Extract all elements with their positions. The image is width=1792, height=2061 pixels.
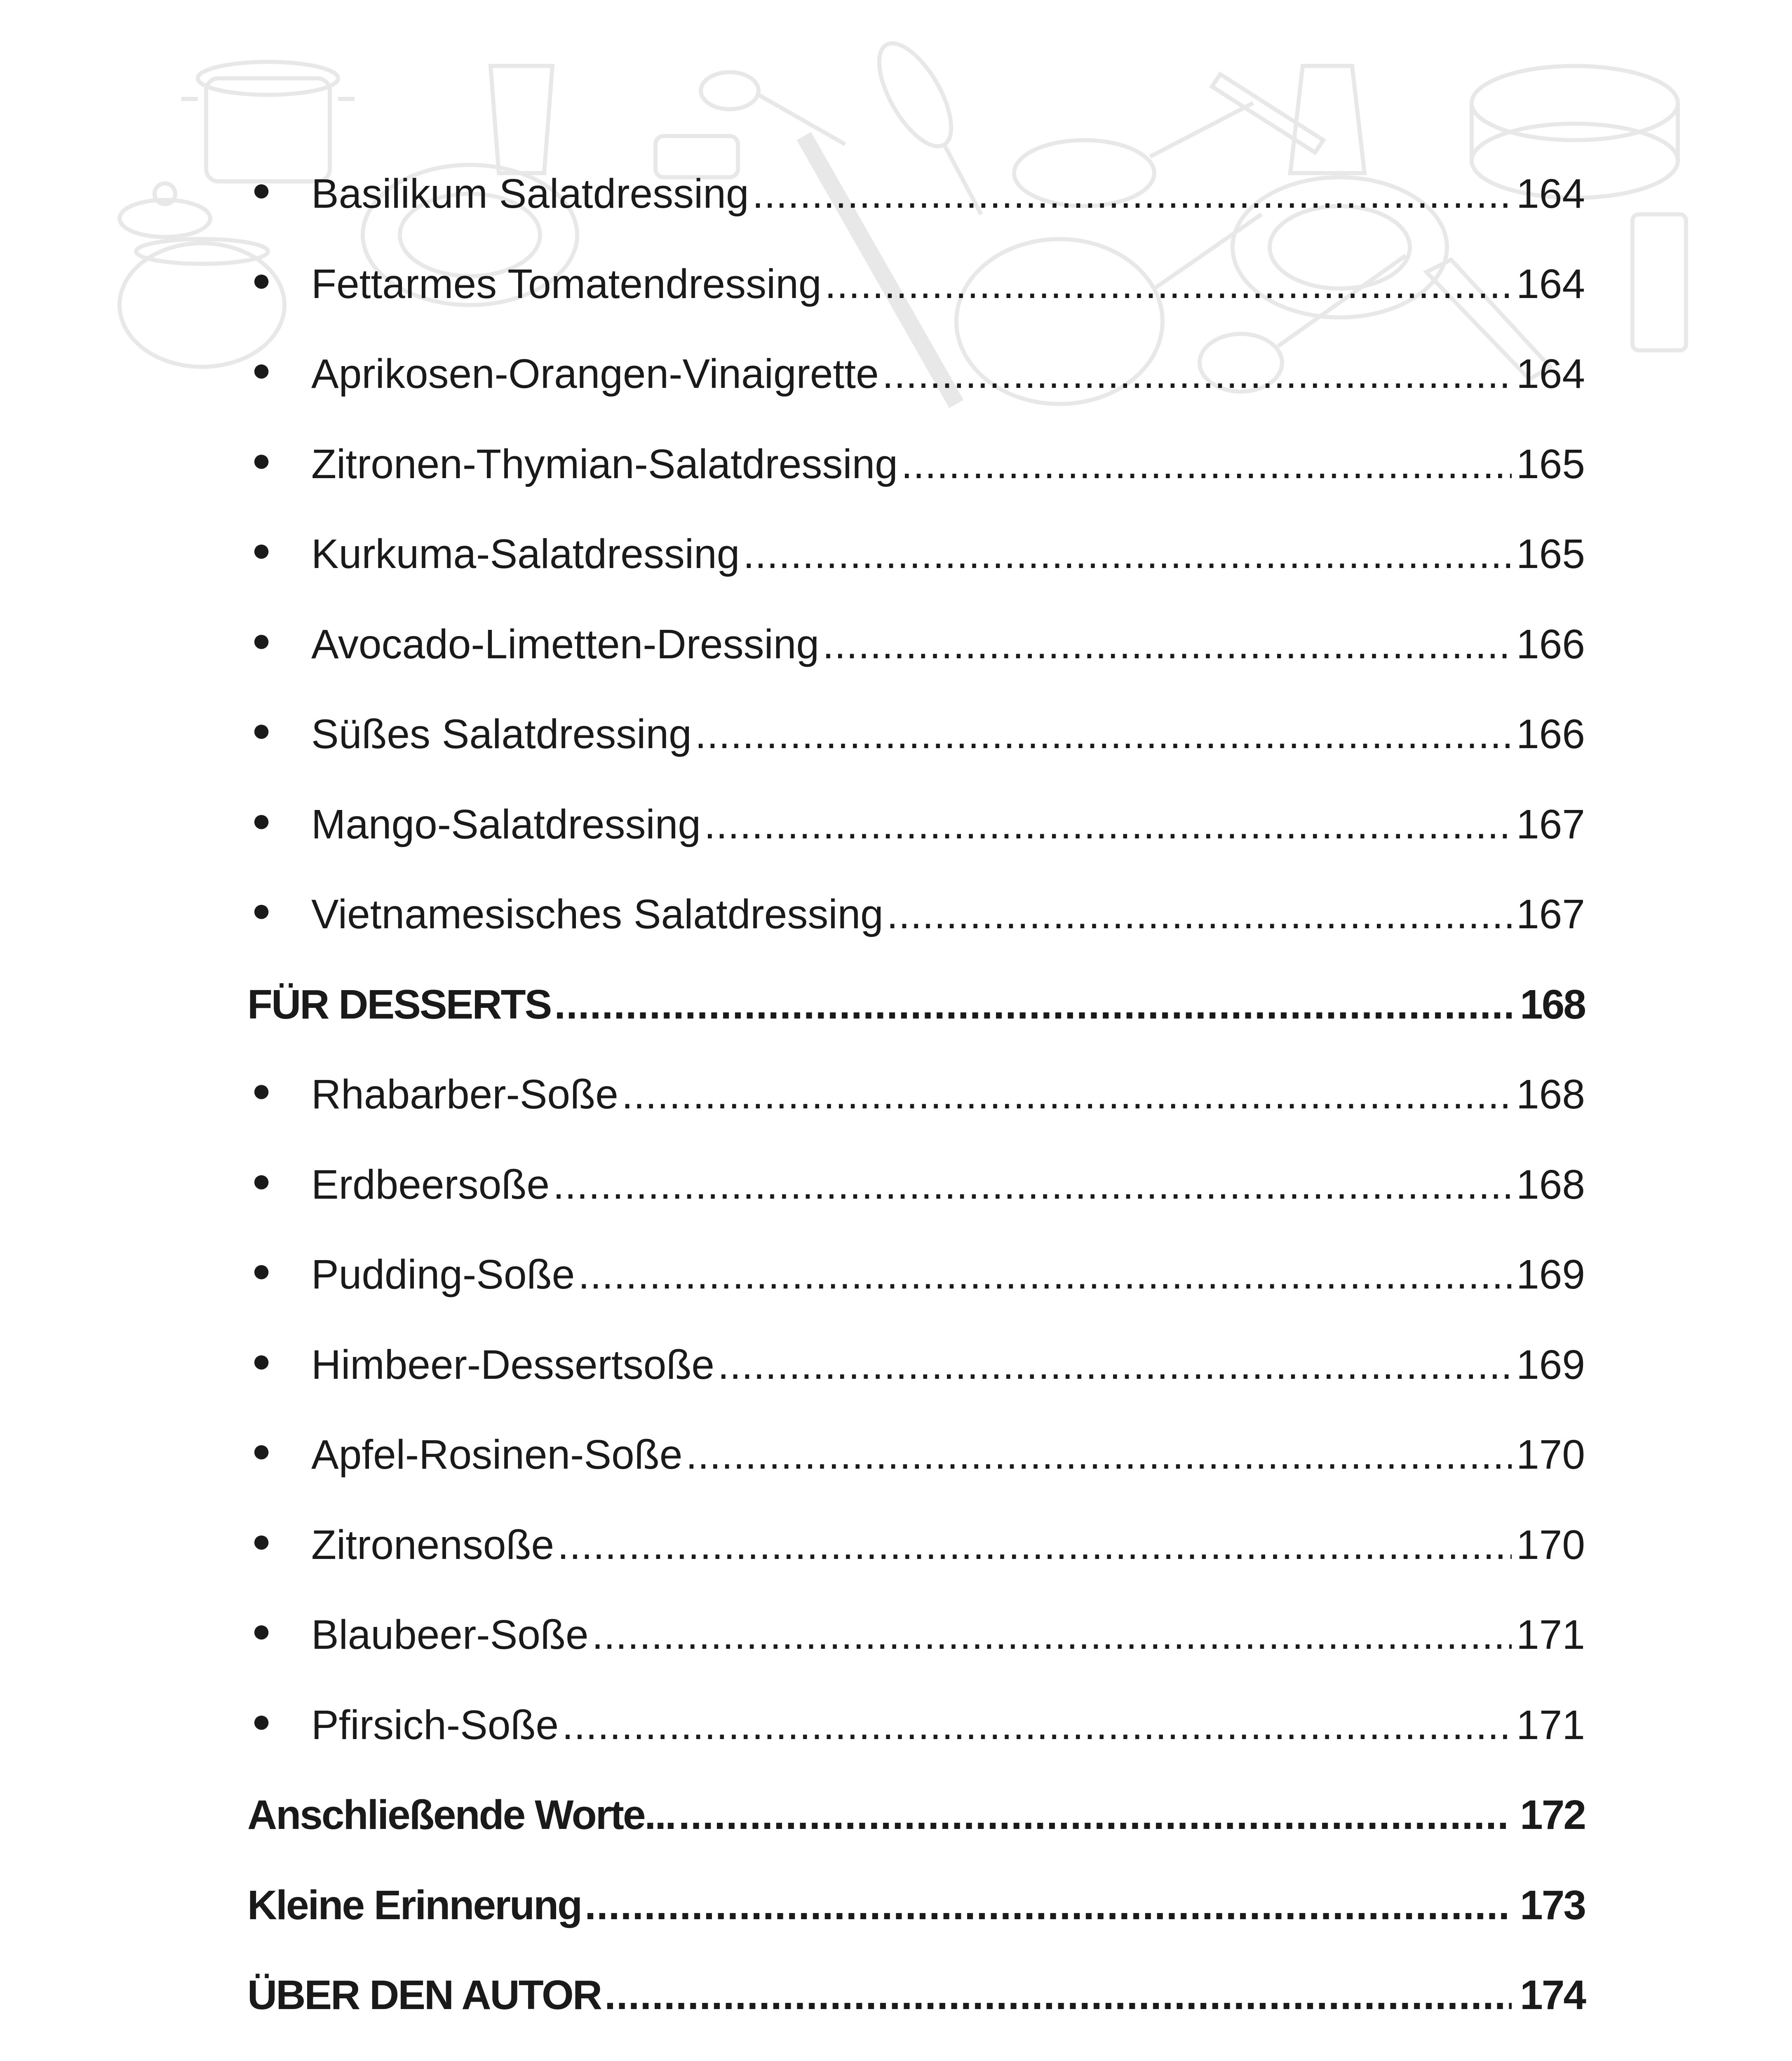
toc-entry-title: Süßes Salatdressing bbox=[311, 711, 692, 757]
table-of-contents bbox=[247, 173, 1585, 2061]
toc-entry-title: Mango-Salatdressing bbox=[311, 801, 701, 847]
toc-entry-title: Pudding-Soße bbox=[311, 1251, 575, 1298]
toc-entry-title: Vietnamesisches Salatdressing bbox=[311, 891, 883, 937]
toc-entry-page: 170 bbox=[1516, 1432, 1585, 1478]
bullet-icon: ● bbox=[251, 261, 272, 298]
bullet-icon: ● bbox=[251, 1072, 272, 1108]
toc-entry-title: Fettarmes Tomatendressing bbox=[311, 261, 822, 307]
toc-entry-page: 167 bbox=[1516, 801, 1585, 847]
lid-icon bbox=[120, 183, 210, 237]
toc-entry-page: 169 bbox=[1516, 1341, 1585, 1388]
toc-entry-title: Apfel-Rosinen-Soße bbox=[311, 1432, 683, 1478]
toc-entry[interactable] bbox=[247, 263, 1585, 354]
toc-section-heading[interactable] bbox=[247, 1794, 1585, 1885]
toc-section-page: 168 bbox=[1520, 981, 1585, 1028]
bullet-icon: ● bbox=[251, 531, 272, 568]
toc-entry-page: 168 bbox=[1516, 1071, 1585, 1117]
dot-leader bbox=[557, 1524, 1512, 1566]
dot-leader bbox=[718, 1344, 1512, 1385]
dot-leader bbox=[578, 1254, 1512, 1295]
bullet-icon: ● bbox=[251, 171, 272, 208]
toc-entry[interactable] bbox=[247, 441, 1585, 534]
toc-entry[interactable] bbox=[247, 1341, 1585, 1434]
spoon-icon bbox=[701, 72, 845, 144]
toc-section-page: 172 bbox=[1520, 1792, 1585, 1838]
toc-entry[interactable] bbox=[247, 1704, 1585, 1795]
toc-section-title: FÜR DESSERTS bbox=[247, 981, 551, 1028]
glass-icon bbox=[491, 66, 552, 173]
toc-entry-page: 164 bbox=[1516, 351, 1585, 397]
toc-entry[interactable] bbox=[247, 1521, 1585, 1615]
toc-entry[interactable] bbox=[247, 353, 1585, 444]
dot-leader bbox=[825, 263, 1512, 305]
bullet-icon: ● bbox=[251, 1702, 272, 1739]
toc-section-page: 173 bbox=[1520, 1882, 1585, 1928]
dot-leader bbox=[822, 624, 1512, 665]
dot-leader bbox=[562, 1704, 1512, 1746]
toc-entry[interactable] bbox=[247, 1161, 1585, 1254]
toc-entry-page: 167 bbox=[1516, 891, 1585, 937]
bullet-icon: ● bbox=[251, 1612, 272, 1649]
dot-leader bbox=[887, 894, 1512, 935]
toc-section-title: Anschließende Worte... bbox=[247, 1792, 675, 1838]
toc-entry[interactable] bbox=[247, 1071, 1585, 1164]
toc-section-heading[interactable] bbox=[247, 1882, 1585, 1975]
toc-entry[interactable] bbox=[247, 533, 1585, 624]
toc-section-page: 174 bbox=[1520, 1972, 1585, 2018]
toc-entry-title: Pfirsich-Soße bbox=[311, 1702, 559, 1748]
toc-entry-page: 165 bbox=[1516, 531, 1585, 577]
bullet-icon: ● bbox=[251, 711, 272, 748]
bullet-icon: ● bbox=[251, 441, 272, 478]
bullet-icon: ● bbox=[251, 892, 272, 928]
toc-entry-title: Avocado-Limetten-Dressing bbox=[311, 621, 820, 667]
toc-section-heading[interactable] bbox=[247, 981, 1585, 1074]
bullet-icon: ● bbox=[251, 621, 272, 658]
toc-entry[interactable] bbox=[247, 1251, 1585, 1344]
toc-entry-title: Zitronen-Thymian-Salatdressing bbox=[311, 441, 898, 487]
dot-leader bbox=[743, 533, 1512, 575]
dot-leader bbox=[585, 1885, 1512, 1926]
grater-icon bbox=[1632, 214, 1686, 350]
bullet-icon: ● bbox=[251, 1432, 272, 1469]
bullet-icon: ● bbox=[251, 1162, 272, 1199]
dot-leader bbox=[901, 444, 1512, 485]
toc-entry-title: Himbeer-Dessertsoße bbox=[311, 1341, 715, 1388]
toc-entry-page: 168 bbox=[1516, 1161, 1585, 1208]
toc-entry[interactable] bbox=[247, 711, 1585, 804]
toc-entry-page: 171 bbox=[1516, 1702, 1585, 1748]
bullet-icon: ● bbox=[251, 1522, 272, 1559]
toc-entry-title: Basilikum Salatdressing bbox=[311, 171, 749, 217]
toc-entry-page: 165 bbox=[1516, 441, 1585, 487]
dot-leader bbox=[704, 804, 1512, 845]
bullet-icon: ● bbox=[251, 801, 272, 838]
toc-entry-title: Zitronensoße bbox=[311, 1521, 554, 1568]
toc-entry-title: Erdbeersoße bbox=[311, 1161, 550, 1208]
toc-entry-page: 166 bbox=[1516, 621, 1585, 667]
dot-leader bbox=[695, 714, 1512, 755]
dot-leader bbox=[686, 1434, 1512, 1475]
toc-section-title: ÜBER DEN AUTOR bbox=[247, 1972, 601, 2018]
knife-icon bbox=[1212, 74, 1323, 153]
toc-entry-page: 164 bbox=[1516, 261, 1585, 307]
dot-leader bbox=[592, 1614, 1512, 1655]
toc-section-heading[interactable] bbox=[247, 1974, 1585, 2061]
toc-entry-page: 170 bbox=[1516, 1521, 1585, 1568]
toc-entry-title: Rhabarber-Soße bbox=[311, 1071, 618, 1117]
toc-entry-page: 166 bbox=[1516, 711, 1585, 757]
toc-entry-page: 164 bbox=[1516, 171, 1585, 217]
pitcher-icon bbox=[1290, 66, 1365, 173]
pot-icon bbox=[181, 62, 355, 181]
bullet-icon: ● bbox=[251, 1342, 272, 1379]
toc-entry[interactable] bbox=[247, 801, 1585, 894]
dot-leader bbox=[622, 1074, 1512, 1115]
toc-entry-page: 171 bbox=[1516, 1612, 1585, 1658]
toc-entry-title: Blaubeer-Soße bbox=[311, 1612, 589, 1658]
toc-entry-title: Kurkuma-Salatdressing bbox=[311, 531, 740, 577]
toc-entry[interactable] bbox=[247, 1434, 1585, 1524]
dot-leader bbox=[882, 353, 1512, 394]
dot-leader bbox=[553, 1164, 1512, 1205]
toc-entry[interactable] bbox=[247, 1614, 1585, 1704]
bullet-icon: ● bbox=[251, 351, 272, 388]
dot-leader bbox=[554, 984, 1512, 1025]
bullet-icon: ● bbox=[251, 1252, 272, 1289]
dot-leader bbox=[604, 1974, 1512, 2016]
toc-entry[interactable] bbox=[247, 621, 1585, 714]
toc-entry[interactable] bbox=[247, 891, 1585, 984]
toc-entry[interactable] bbox=[247, 173, 1585, 263]
toc-entry-title: Aprikosen-Orangen-Vinaigrette bbox=[311, 351, 879, 397]
dot-leader bbox=[752, 173, 1512, 214]
toc-entry-page: 169 bbox=[1516, 1251, 1585, 1298]
dot-leader bbox=[679, 1794, 1512, 1836]
toc-section-title: Kleine Erinnerung bbox=[247, 1882, 582, 1928]
